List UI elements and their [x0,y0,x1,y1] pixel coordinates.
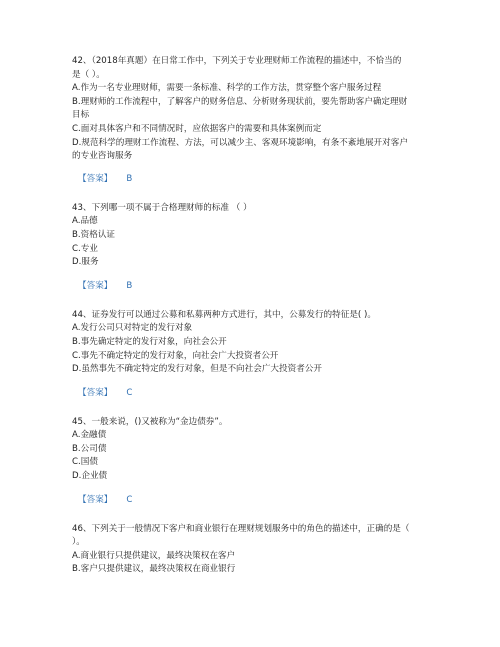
stem-line: ）。 [72,537,85,548]
option-a: A.品德 [72,216,98,227]
question-stem [72,523,432,550]
answer-label: 【答案】 [78,494,113,505]
option-a: A.金融债 [72,430,107,441]
exam-page [72,55,432,577]
question-stem [72,309,432,323]
stem-line: 43、下列哪一项不属于合格理财师的标准 （ ） [72,202,252,213]
option-d-continued: 的专业咨询服务 [72,151,133,162]
option-a: A.商业银行只提供建议，最终决策权在客户 [72,550,236,561]
answer-value: B [126,280,133,291]
option-b: B.资格认证 [72,229,116,240]
answer-value: B [126,173,133,184]
question-stem [72,416,432,430]
option-b: B.客户只提供建议，最终决策权在商业银行 [72,564,236,575]
stem-line: 45、一般来说，()又被称为“金边债券”。 [72,416,228,427]
answer-label: 【答案】 [78,280,113,291]
option-c: C.面对具体客户和不同情况时，应依据客户的需要和具体案例而定 [72,123,322,134]
question-stem [72,202,432,216]
option-c: C.事先不确定特定的发行对象，向社会广大投资者公开 [72,350,279,361]
option-c: C.专业 [72,243,98,254]
option-d: D.虽然事先不确定特定的发行对象，但是不向社会广大投资者公开 [72,364,322,375]
option-d: D.服务 [72,257,99,268]
question-44 [72,309,432,400]
stem-line: 46、下列关于一般情况下客户和商业银行在理财规划服务中的角色的描述中，正确的是（ [72,523,410,534]
option-d: D.企业债 [72,471,108,482]
option-c: C.国债 [72,457,98,468]
stem-line: 42、（2018年真题）在日常工作中，下列关于专业理财师工作流程的描述中，不恰当的 [72,56,402,66]
option-a: A.发行公司只对特定的发行对象 [72,323,193,334]
answer-label: 【答案】 [78,173,113,184]
option-b: B.理财师的工作流程中，了解客户的财务信息、分析财务现状前，要先帮助客户确定理财 [72,96,408,107]
question-42 [72,55,432,186]
question-46 [72,523,432,577]
answer-label: 【答案】 [78,387,113,398]
answer-row [78,494,432,507]
answer-row [78,173,432,186]
option-b-continued: 目标 [72,110,90,121]
option-a: A.作为一名专业理财师，需要一条标准、科学的工作方法，贯穿整个客户服务过程 [72,83,382,94]
answer-row [78,387,432,400]
answer-value: C [126,387,133,398]
answer-value: C [126,494,133,505]
question-43 [72,202,432,293]
stem-line: 44、证券发行可以通过公募和私募两种方式进行，其中，公募发行的特征是( )。 [72,309,376,320]
question-stem [72,55,432,82]
stem-line: 是（ ）。 [72,69,105,80]
answer-row [78,280,432,293]
option-d: D.规范科学的理财工作流程、方法，可以减少主、客观环境影响，有条不紊地展开对客户 [72,137,408,148]
question-45 [72,416,432,507]
option-b: B.公司债 [72,443,107,454]
option-b: B.事先确定特定的发行对象，向社会公开 [72,336,227,347]
